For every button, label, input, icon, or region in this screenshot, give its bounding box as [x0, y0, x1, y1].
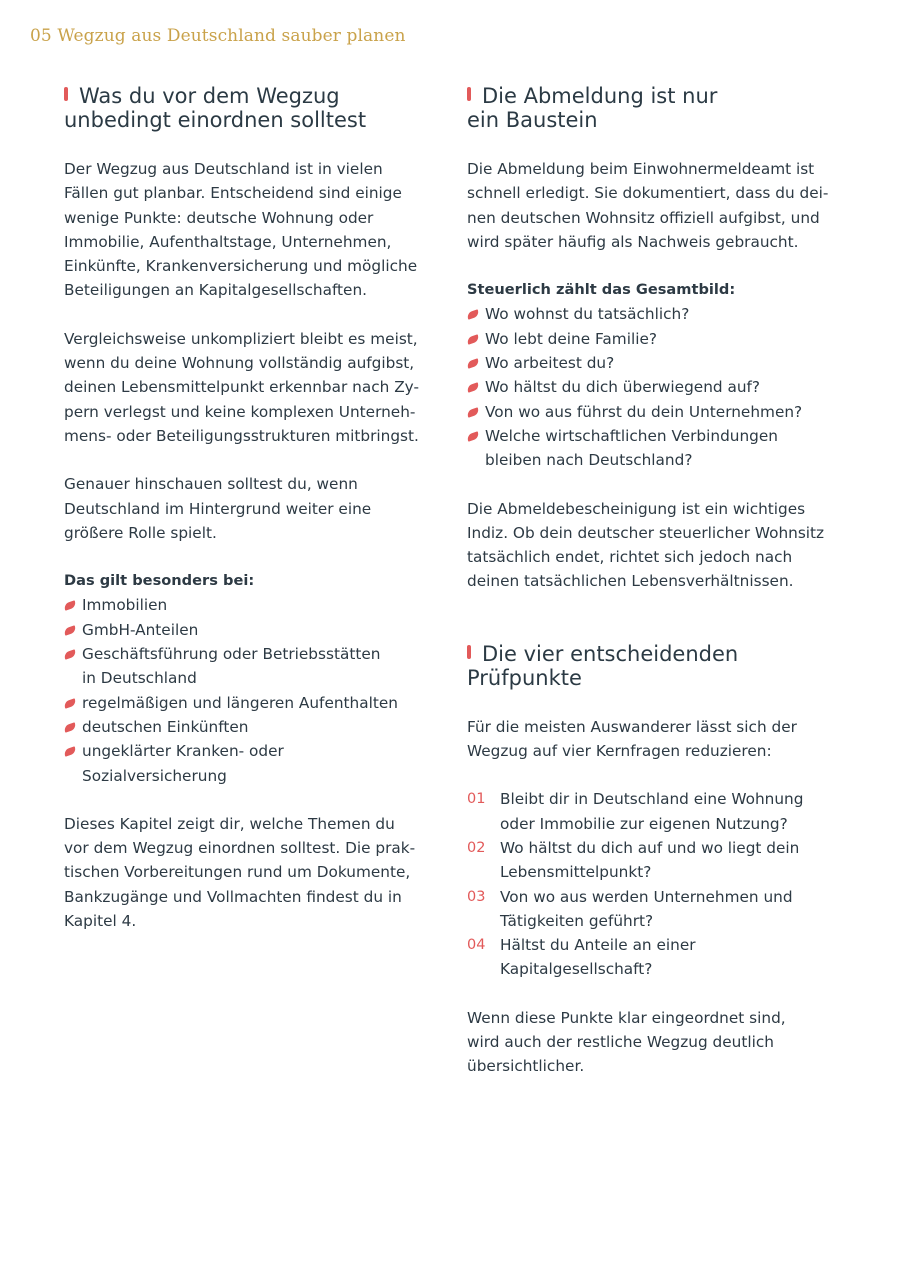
- numbered-item: 02 Wo hältst du dich auf und wo liegt dein Lebensmittelpunkt?: [467, 836, 847, 885]
- list-item: Von wo aus führst du dein Unternehmen?: [467, 400, 847, 424]
- bullet-list: [64, 593, 434, 787]
- leaf-bullet-icon: [63, 747, 77, 757]
- numbered-item: 01 Bleibt dir in Deutschland eine Wohnung oder Immobilie zur eigenen Nutzung?: [467, 787, 847, 836]
- section-title-deregistration: [467, 84, 847, 132]
- accent-bar: [467, 645, 471, 659]
- section-title-four-checkpoints: [467, 642, 847, 690]
- bullet-list: [467, 302, 847, 472]
- leaf-bullet-icon: [63, 722, 77, 732]
- paragraph-core-questions: Für die meisten Auswanderer lässt sich der Wegzug auf vier Kernfragen reduzieren:: [467, 717, 797, 761]
- list-item: Immobilien: [64, 593, 434, 617]
- item-number: 04: [467, 937, 486, 954]
- numbered-list: [467, 787, 847, 981]
- list-item: deutschen Einkünften: [64, 715, 434, 739]
- list-label: Steuerlich zählt das Gesamtbild:: [467, 281, 736, 299]
- leaf-bullet-icon: [466, 431, 480, 441]
- list-item: Wo wohnst du tatsächlich?: [467, 302, 847, 326]
- title-line: Die Abmeldung ist nur: [482, 84, 718, 108]
- running-head: 05 Wegzug aus Deutschland sauber planen: [30, 26, 406, 46]
- list-item: Wo hältst du dich überwiegend auf?: [467, 375, 847, 399]
- numbered-item: 03 Von wo aus werden Unternehmen und Tätigkeiten geführt?: [467, 885, 847, 934]
- left-column: [64, 84, 434, 933]
- leaf-bullet-icon: [466, 334, 480, 344]
- leaf-bullet-icon: [63, 698, 77, 708]
- paragraph-chapter-note: Dieses Kapitel zeigt dir, welche Themen du vor dem Wegzug einordnen solltest. Die prak- tischen Vorbereitungen rund um Dokumente, Bankzugänge und Vollmachten findest du in Kapitel 4.: [64, 814, 416, 931]
- paragraph-intro: Der Wegzug aus Deutschland ist in vielen Fällen gut planbar. Entscheidend sind einige wenige Punkte: deutsche Wohnung oder Immobilie, Aufenthaltstage, Unternehmen, Einkünfte, Krankenversicherung und mögliche Beteiligungen an Kapitalgesellschaften.: [64, 160, 418, 300]
- leaf-bullet-icon: [466, 383, 480, 393]
- list-item: Wo arbeitest du?: [467, 351, 847, 375]
- leaf-bullet-icon: [466, 310, 480, 320]
- title-line: unbedingt einordnen solltest: [64, 108, 367, 132]
- leaf-bullet-icon: [63, 649, 77, 659]
- paragraph-conclusion: Wenn diese Punkte klar eingeordnet sind, wird auch der restliche Wegzug deutlich übersichtlicher.: [467, 1008, 786, 1076]
- leaf-bullet-icon: [63, 601, 77, 611]
- right-column: [467, 84, 847, 1079]
- list-item: Wo lebt deine Familie?: [467, 327, 847, 351]
- title-line: Prüfpunkte: [467, 665, 582, 690]
- list-item: Welche wirtschaftlichen Verbindungen bleiben nach Deutschland?: [467, 424, 847, 473]
- list-item: regelmäßigen und längeren Aufenthalten: [64, 691, 434, 715]
- leaf-bullet-icon: [466, 358, 480, 368]
- title-line: Was du vor dem Wegzug: [79, 84, 340, 108]
- item-number: 01: [467, 791, 486, 808]
- paragraph-uncomplicated: Vergleichsweise unkompliziert bleibt es meist, wenn du deine Wohnung vollständig aufgibst, deinen Lebensmittelpunkt erkennbar nach Zy- pern verlegst und keine komplexen Unterneh- mens- oder Beteiligungsstrukturen mitbringst.: [64, 329, 419, 445]
- leaf-bullet-icon: [63, 625, 77, 635]
- item-number: 02: [467, 839, 486, 856]
- list-item: ungeklärter Kranken- oder Sozialversicherung: [64, 739, 434, 788]
- title-line: ein Baustein: [467, 108, 598, 132]
- title-line: Die vier entscheidenden: [482, 641, 739, 666]
- list-label: Das gilt besonders bei:: [64, 572, 255, 590]
- list-item: Geschäftsführung oder Betriebsstätten in Deutschland: [64, 642, 434, 691]
- paragraph-look-closer: Genauer hinschauen solltest du, wenn Deutschland im Hintergrund weiter eine größere Rolle spielt.: [64, 475, 372, 542]
- paragraph-certificate: Die Abmeldebescheinigung ist ein wichtiges Indiz. Ob dein deutscher steuerlicher Wohnsitz tatsächlich endet, richtet sich jedoch nach deinen tatsächlichen Lebensverhältnissen.: [467, 499, 825, 591]
- accent-bar: [467, 87, 471, 101]
- paragraph-deregistration: Die Abmeldung beim Einwohnermeldeamt ist schnell erledigt. Sie dokumentiert, dass du dei- nen deutschen Wohnsitz offiziell aufgibst, und wird später häufig als Nachweis gebraucht.: [467, 160, 829, 251]
- numbered-item: 04 Hältst du Anteile an einer Kapitalgesellschaft?: [467, 933, 847, 982]
- item-number: 03: [467, 888, 486, 905]
- accent-bar: [64, 87, 68, 101]
- list-item: GmbH-Anteilen: [64, 618, 434, 642]
- section-title-before-move: [64, 84, 434, 132]
- leaf-bullet-icon: [466, 407, 480, 417]
